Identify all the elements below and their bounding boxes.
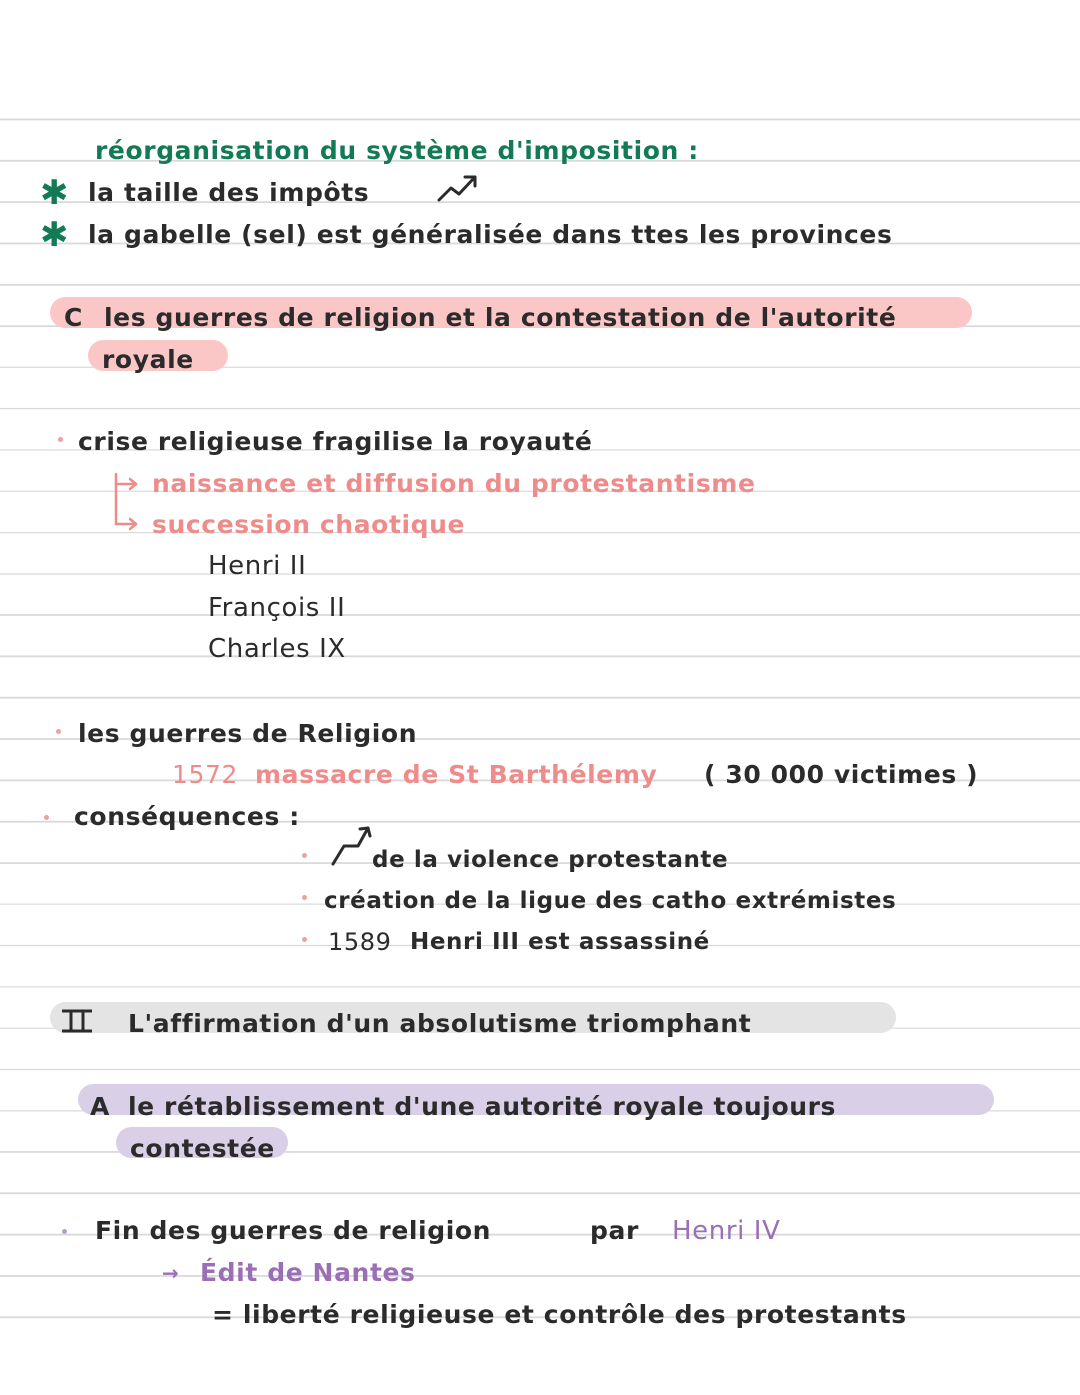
part-two-title: L'affirmation d'un absolutisme triomphant	[128, 1009, 752, 1038]
end-of-wars-text: Fin des guerres de religion	[95, 1216, 492, 1245]
bullet-dot-icon	[44, 815, 49, 820]
arrow-right-icon: →	[162, 1261, 180, 1285]
event-massacre: massacre de St Barthélemy	[255, 760, 658, 789]
section-c-label: C	[64, 303, 83, 332]
section-a-title-line2: contestée	[130, 1134, 275, 1163]
consequence-year: 1589	[328, 928, 392, 956]
end-of-wars-by: par	[590, 1216, 639, 1245]
section-c-title-line2: royale	[102, 345, 194, 374]
asterisk-bullet-icon: ✱	[40, 173, 69, 213]
section-c-title: les guerres de religion et la contestation de l'autorité	[104, 303, 897, 332]
crisis-text: crise religieuse fragilise la royauté	[78, 427, 593, 456]
trend-up-arrow-icon	[437, 172, 479, 202]
consequence-ligue: création de la ligue des catho extrémistes	[324, 888, 897, 914]
crisis-branch-protestantism: naissance et diffusion du protestantisme	[152, 469, 756, 498]
bullet-dot-icon	[58, 437, 63, 442]
king-charles-ix: Charles IX	[208, 634, 346, 664]
tax-item-taille: la taille des impôts	[88, 178, 370, 207]
event-year: 1572	[172, 760, 239, 789]
edict-result: = liberté religieuse et contrôle des protestants	[212, 1300, 907, 1329]
edict-of-nantes: Édit de Nantes	[200, 1258, 416, 1287]
king-henri-ii: Henri II	[208, 551, 307, 581]
consequence-violence: de la violence protestante	[372, 847, 729, 873]
bullet-dot-icon	[62, 1229, 67, 1234]
section-a-title: le rétablissement d'une autorité royale toujours	[128, 1092, 837, 1121]
king-francois-ii: François II	[208, 593, 346, 623]
section-a-label: A	[90, 1092, 110, 1121]
trend-up-arrow-icon	[330, 824, 374, 866]
consequence-henri-iii: Henri III est assassiné	[410, 929, 710, 955]
king-henri-iv: Henri IV	[672, 1216, 781, 1246]
wars-text: les guerres de Religion	[78, 719, 418, 748]
roman-numeral-two-icon	[60, 1008, 94, 1034]
tax-item-gabelle: la gabelle (sel) est généralisée dans ttes les provinces	[88, 220, 893, 249]
bullet-dot-icon	[56, 729, 61, 734]
bullet-dot-icon	[302, 853, 307, 858]
branch-arrows-icon	[110, 470, 150, 532]
page-bottom-margin	[0, 1337, 1080, 1395]
bullet-dot-icon	[302, 937, 307, 942]
bullet-dot-icon	[302, 895, 307, 900]
page-top-margin	[0, 0, 1080, 118]
tax-heading: réorganisation du système d'imposition :	[95, 136, 699, 165]
asterisk-bullet-icon: ✱	[40, 215, 69, 255]
event-victims: ( 30 000 victimes )	[704, 760, 979, 789]
crisis-branch-succession: succession chaotique	[152, 510, 466, 539]
consequences-label: conséquences :	[74, 802, 300, 831]
